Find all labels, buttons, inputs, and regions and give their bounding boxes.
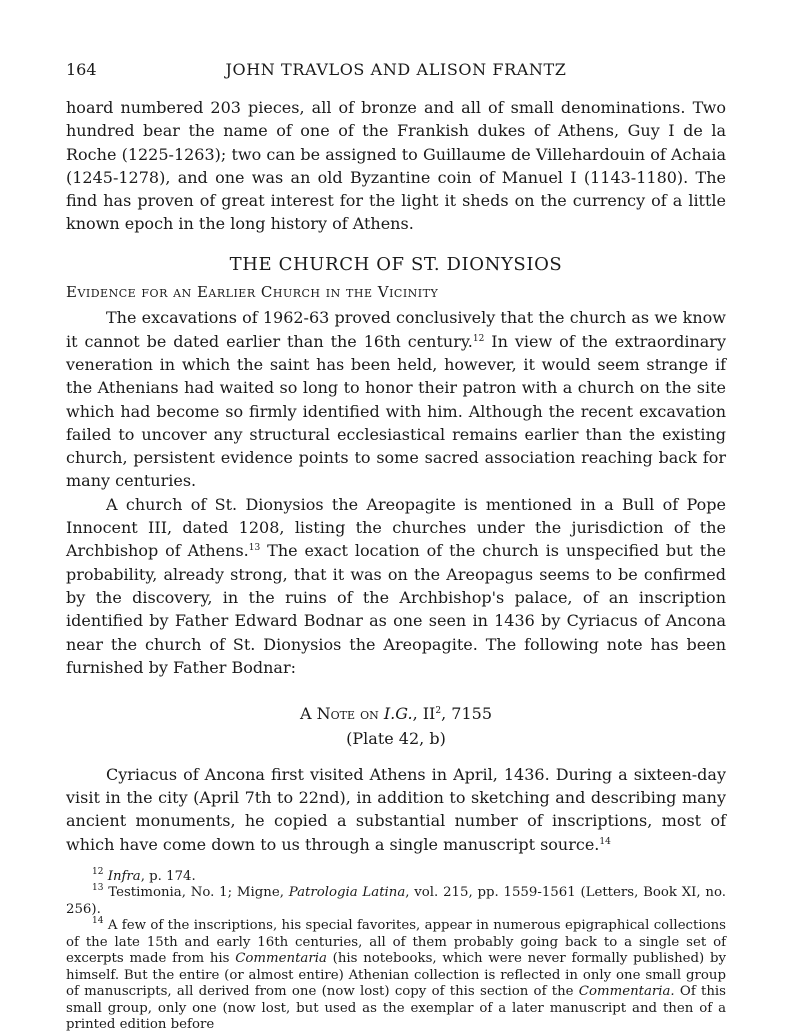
running-head: JOHN TRAVLOS AND ALISON FRANTZ [225, 60, 567, 79]
footnote-14-part2: (his notebooks, which were never formally published) by himself. But the entire (or almost entire) Athenian collection is reflected in only one small group of manuscripts, all derived from one (now lost) copy of this section of the [66, 951, 726, 1000]
page-number: 164 [66, 60, 97, 79]
footnote-ref-12[interactable]: 12 [472, 333, 485, 344]
note-title-sup: 2 [435, 706, 442, 717]
para3-text: Cyriacus of Ancona first visited Athens in April, 1436. During a sixteen-day visit in the city (April 7th to 22nd), in addition to sketching and describing many ancient monuments, he copied a substantial number of inscriptions, most of which have come down to us through a single manuscript source. [66, 764, 726, 854]
note-title-italic: I.G. [383, 704, 413, 724]
footnote-13-before: Testimonia, No. 1; Migne, [108, 885, 284, 901]
footnote-14-number: 14 [92, 916, 104, 927]
note-title-suffix: , 7155 [441, 704, 492, 724]
page-header [66, 60, 726, 84]
footnote-ref-13[interactable]: 13 [248, 543, 261, 554]
paragraph-cyriacus [66, 763, 726, 856]
para1-text-after: In view of the extraordinary veneration in which the saint has been held, however, it would seem strange if the Athenians had waited so long to honor their patron with a church on the site which had become so firmly identified with him. Although the recent excavation failed to uncover any structural ecclesiastical remains earlier than the existing church, persistent evidence points to some sacred association reaching back for many centuries. [66, 331, 726, 491]
footnote-14-part1: A few of the inscriptions, his special favorites, appear in numerous epigraphical collections of the late 15th and early 16th centuries, all of them probably going back to a single set of excerpts made from his [66, 918, 726, 967]
footnote-13-italic: Patrologia Latina [288, 885, 406, 901]
footnote-12 [66, 866, 726, 886]
note-title [66, 702, 726, 725]
plate-reference: (Plate 42, b) [346, 729, 446, 749]
footnote-14-italic2: Commentaria. [578, 984, 675, 1000]
footnote-13-number: 13 [92, 883, 104, 894]
footnote-12-text: , p. 174. [140, 868, 196, 884]
footnote-14-part3: Of this small group, only one (now lost, but used as the exemplar of a later manuscript and then of a printed edition before [66, 984, 726, 1033]
footnote-ref-14[interactable]: 14 [599, 836, 611, 847]
footnotes [66, 866, 726, 1034]
footnote-13 [66, 885, 726, 918]
note-title-prefix: A Note on [300, 704, 379, 724]
subheading-text: Evidence for an Earlier Church in the Vicinity [66, 283, 439, 302]
paragraph-evidence [66, 306, 726, 492]
footnote-12-italic: Infra [107, 868, 141, 884]
body-text [66, 96, 726, 1034]
footnote-13-after: , vol. 215, pp. 1559-1561 (Letters, Book XI, no. 256). [66, 885, 726, 917]
note-title-roman: , II [412, 704, 436, 724]
section-title: THE CHURCH OF ST. DIONYSIOS [229, 253, 563, 275]
para1-text-before: The excavations of 1962-63 proved conclusively that the church as we know it cannot be dated earlier than the 16th century. [66, 308, 726, 351]
footnote-14-italic1: Commentaria [235, 951, 327, 967]
section-subheading [66, 281, 726, 304]
paragraph-bull [66, 493, 726, 679]
para2-text-before: A church of St. Dionysios the Areopagite is mentioned in a Bull of Pope Innocent III, dated 1208, listing the churches under the jurisdiction of the Archbishop of Athens. [66, 494, 726, 561]
footnote-12-number: 12 [92, 866, 104, 877]
para2-text-after: The exact location of the church is unspecified but the probability, already strong, that it was on the Areopagus seems to be confirmed by the discovery, in the ruins of the Archbishop's palace, of an inscription identified by Father Edward Bodnar as one seen in 1436 by Cyriacus of Ancona near the church of St. Dionysios the Areopagite. The following note has been furnished by Father Bodnar: [66, 541, 726, 677]
intro-paragraph: hoard numbered 203 pieces, all of bronze and all of small denominations. Two hundred bear the name of one of the Frankish dukes of Athens, Guy I de la Roche (1225-1263); two can be assigned to Guillaume de Villehardouin of Achaia (1245-1278), and one was an old Byzantine coin of Manuel I (1143-1180). The find has proven of great interest for the light it sheds on the currency of a little known epoch in the long history of Athens. [66, 98, 726, 234]
footnote-14 [66, 918, 726, 1034]
